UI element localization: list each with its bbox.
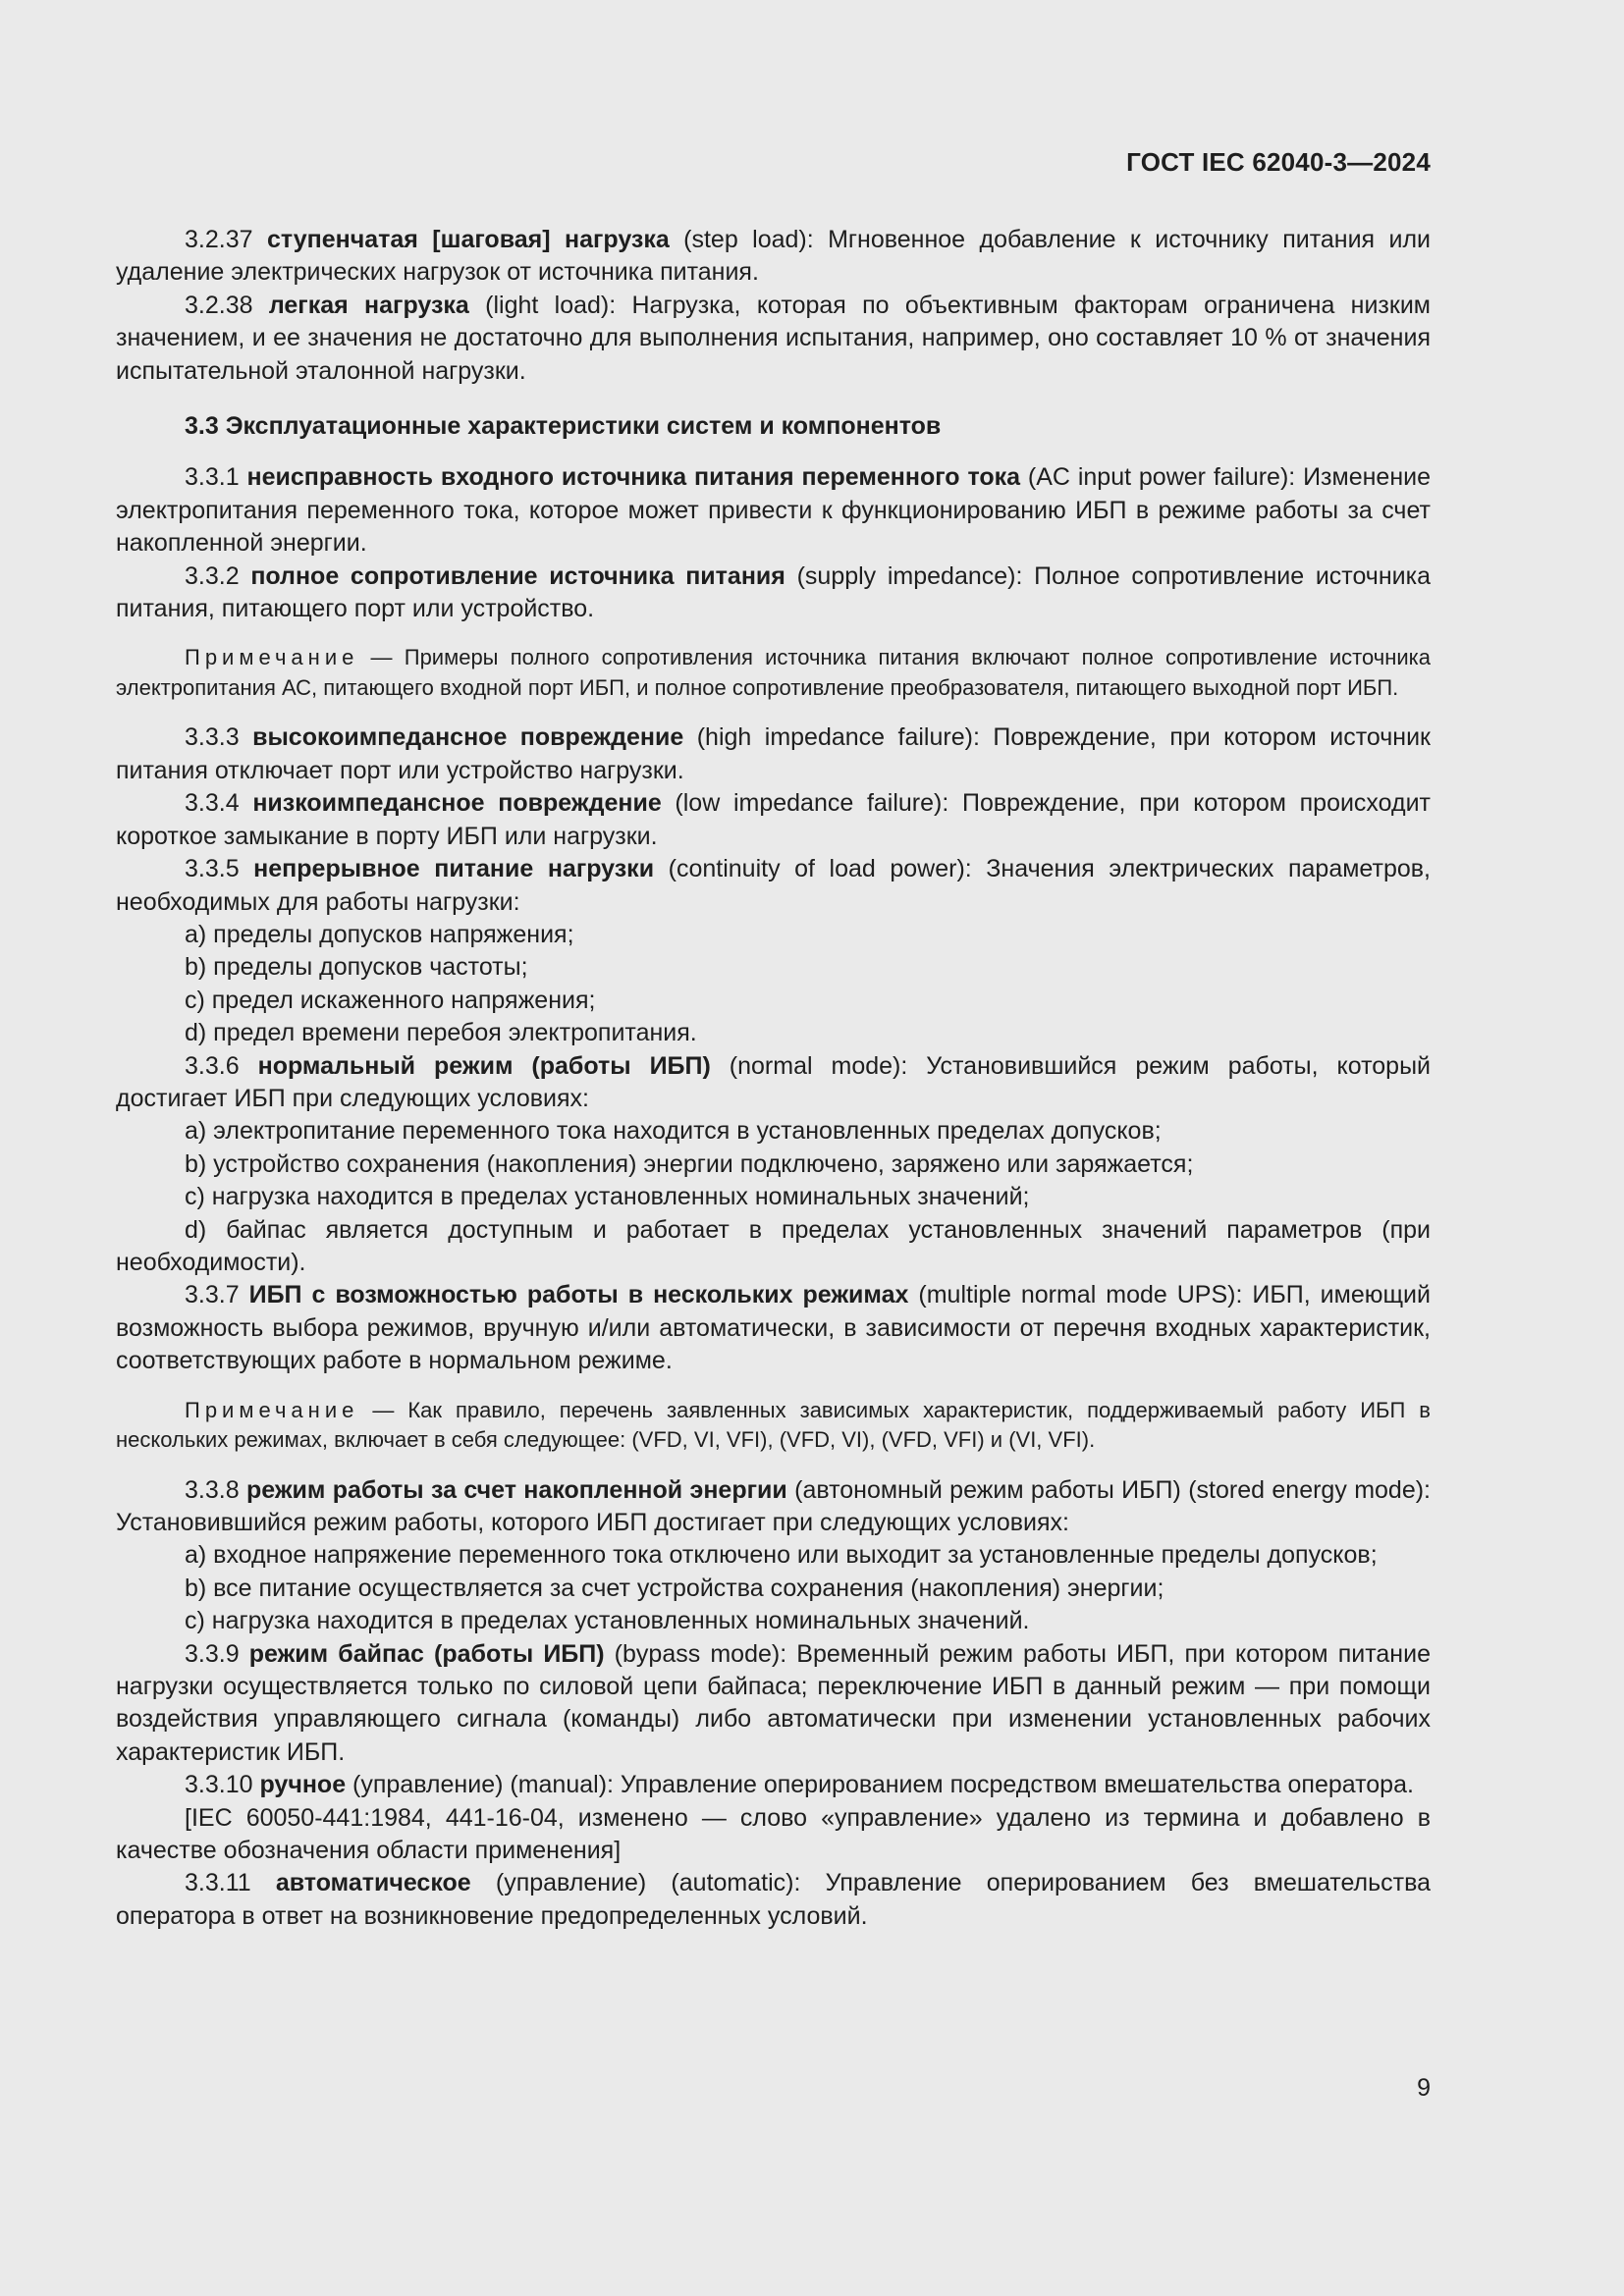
list-item: c) нагрузка находится в пределах установленных номинальных значений. — [185, 1607, 1030, 1635]
list-item: b) все питание осуществляется за счет устройства сохранения (накопления) энергии; — [185, 1574, 1164, 1602]
term: автоматическое — [275, 1869, 471, 1897]
term: нормальный режим (работы ИБП) — [257, 1051, 711, 1080]
clause-3-3-11: 3.3.11 автоматическое (управление) (automatic): Управление оперированием без вмешательства оператора в ответ на возникновение предопределенных условий. — [116, 1869, 1432, 1930]
term: высокоимпедансное повреждение — [252, 723, 684, 752]
document-header: ГОСТ IEC 62040-3—2024 — [1126, 147, 1431, 177]
note-1: Примечание — Примеры полного сопротивления источника питания включают полное сопротивление источника электропитания АС, питающего входной порт ИБП, и полное сопротивление преобразователя, питающего выходной порт ИБП. — [116, 645, 1431, 700]
term: низкоимпедансное повреждение — [252, 789, 662, 818]
clause-3-2-37: 3.2.37 ступенчатая [шаговая] нагрузка (step load): Мгновенное добавление к источнику питания или удаление электрических нагрузок от источника питания. — [116, 226, 1432, 287]
term: непрерывное питание нагрузки — [253, 855, 655, 883]
reference-3-3-10: [IEC 60050-441:1984, 441-16-04, изменено — слово «управление» удалено из термина и добавлено в качестве обозначения области применения] — [116, 1803, 1431, 1865]
list-item: b) пределы допусков частоты; — [185, 953, 528, 982]
clause-3-3-6: 3.3.6 нормальный режим (работы ИБП) (normal mode): Установившийся режим работы, который достигает ИБП при следующих условиях: — [116, 1051, 1432, 1112]
clause-3-3-9: 3.3.9 режим байпас (работы ИБП) (bypass mode): Временный режим работы ИБП, при котором питание нагрузки осуществляется только по силовой цепи байпаса; переключение ИБП в данный режим — при помощи воздействия управляющего сигнала (команды) либо автоматически при изменении установленных рабочих характеристик ИБП. — [116, 1639, 1431, 1766]
clause-3-3-3: 3.3.3 высокоимпедансное повреждение (high impedance failure): Повреждение, при котором источник питания отключает порт или устройство нагрузки. — [116, 723, 1431, 784]
clause-3-3-8: 3.3.8 режим работы за счет накопленной энергии (автономный режим работы ИБП) (stored energy mode): Установившийся режим работы, которого ИБП достигает при следующих условиях: — [116, 1475, 1431, 1536]
term: неисправность входного источника питания переменного тока — [246, 463, 1021, 492]
clause-3-3-2: 3.3.2 полное сопротивление источника питания (supply impedance): Полное сопротивление источника питания, питающего порт или устройство. — [116, 561, 1431, 623]
term: режим работы за счет накопленной энергии — [245, 1475, 787, 1504]
list-item: c) нагрузка находится в пределах установленных номинальных значений; — [185, 1183, 1030, 1211]
term: режим байпас (работы ИБП) — [248, 1639, 605, 1668]
list-item: a) электропитание переменного тока находится в установленных пределах допусков; — [185, 1117, 1162, 1146]
list-item: d) предел времени перебоя электропитания. — [185, 1019, 697, 1047]
document-body — [116, 224, 1431, 1933]
note-label: Примечание — [185, 645, 359, 670]
clause-3-3-1: 3.3.1 неисправность входного источника питания переменного тока (AC input power failure): Изменение электропитания переменного тока, которое может привести к функционированию ИБП в режиме работы за счет накопленной энергии. — [116, 463, 1431, 558]
section-heading-3-3: 3.3 Эксплуатационные характеристики систем и компонентов — [185, 412, 942, 441]
list-item: a) пределы допусков напряжения; — [185, 920, 574, 948]
page-number: 9 — [1417, 2074, 1431, 2102]
list-item: a) входное напряжение переменного тока отключено или выходит за установленные пределы допусков; — [185, 1541, 1378, 1570]
term: легкая нагрузка — [268, 291, 469, 319]
list-item: c) предел искаженного напряжения; — [185, 986, 596, 1014]
term: ступенчатая [шаговая] нагрузка — [266, 226, 670, 253]
list-item: d) байпас является доступным и работает в пределах установленных значений параметров (при необходимости). — [116, 1215, 1431, 1276]
clause-3-3-5: 3.3.5 непрерывное питание нагрузки (continuity of load power): Значения электрических параметров, необходимых для работы нагрузки: — [116, 855, 1431, 916]
list-item: b) устройство сохранения (накопления) энергии подключено, заряжено или заряжается; — [185, 1149, 1194, 1178]
term: ручное — [259, 1771, 347, 1799]
clause-3-2-38: 3.2.38 легкая нагрузка (light load): Нагрузка, которая по объективным факторам ограничена низким значением, и ее значения не достаточно для выполнения испытания, например, оно составляет 10 % от значения испытательной эталонной нагрузки. — [116, 291, 1431, 385]
term: полное сопротивление источника питания — [250, 561, 785, 590]
clause-3-3-10: 3.3.10 ручное (управление) (manual): Управление оперированием посредством вмешательства оператора. — [185, 1771, 1414, 1799]
term: ИБП с возможностью работы в нескольких режимах — [248, 1281, 909, 1309]
clause-3-3-7: 3.3.7 ИБП с возможностью работы в нескольких режимах (multiple normal mode UPS): ИБП, имеющий возможность выбора режимов, вручную и/или автоматически, в зависимости от перечня входных характеристик, соответствующих работе в нормальном режиме. — [116, 1281, 1431, 1375]
clause-3-3-4: 3.3.4 низкоимпедансное повреждение (low impedance failure): Повреждение, при котором происходит короткое замыкание в порту ИБП или нагрузки. — [116, 789, 1432, 850]
note-label: Примечание — [185, 1397, 359, 1422]
note-2: Примечание — Как правило, перечень заявленных зависимых характеристик, поддерживаемый работу ИБП в нескольких режимах, включает в себя следующее: (VFD, VI, VFI), (VFD, VI), (VFD, VFI) и (VI, VFI). — [116, 1397, 1431, 1453]
